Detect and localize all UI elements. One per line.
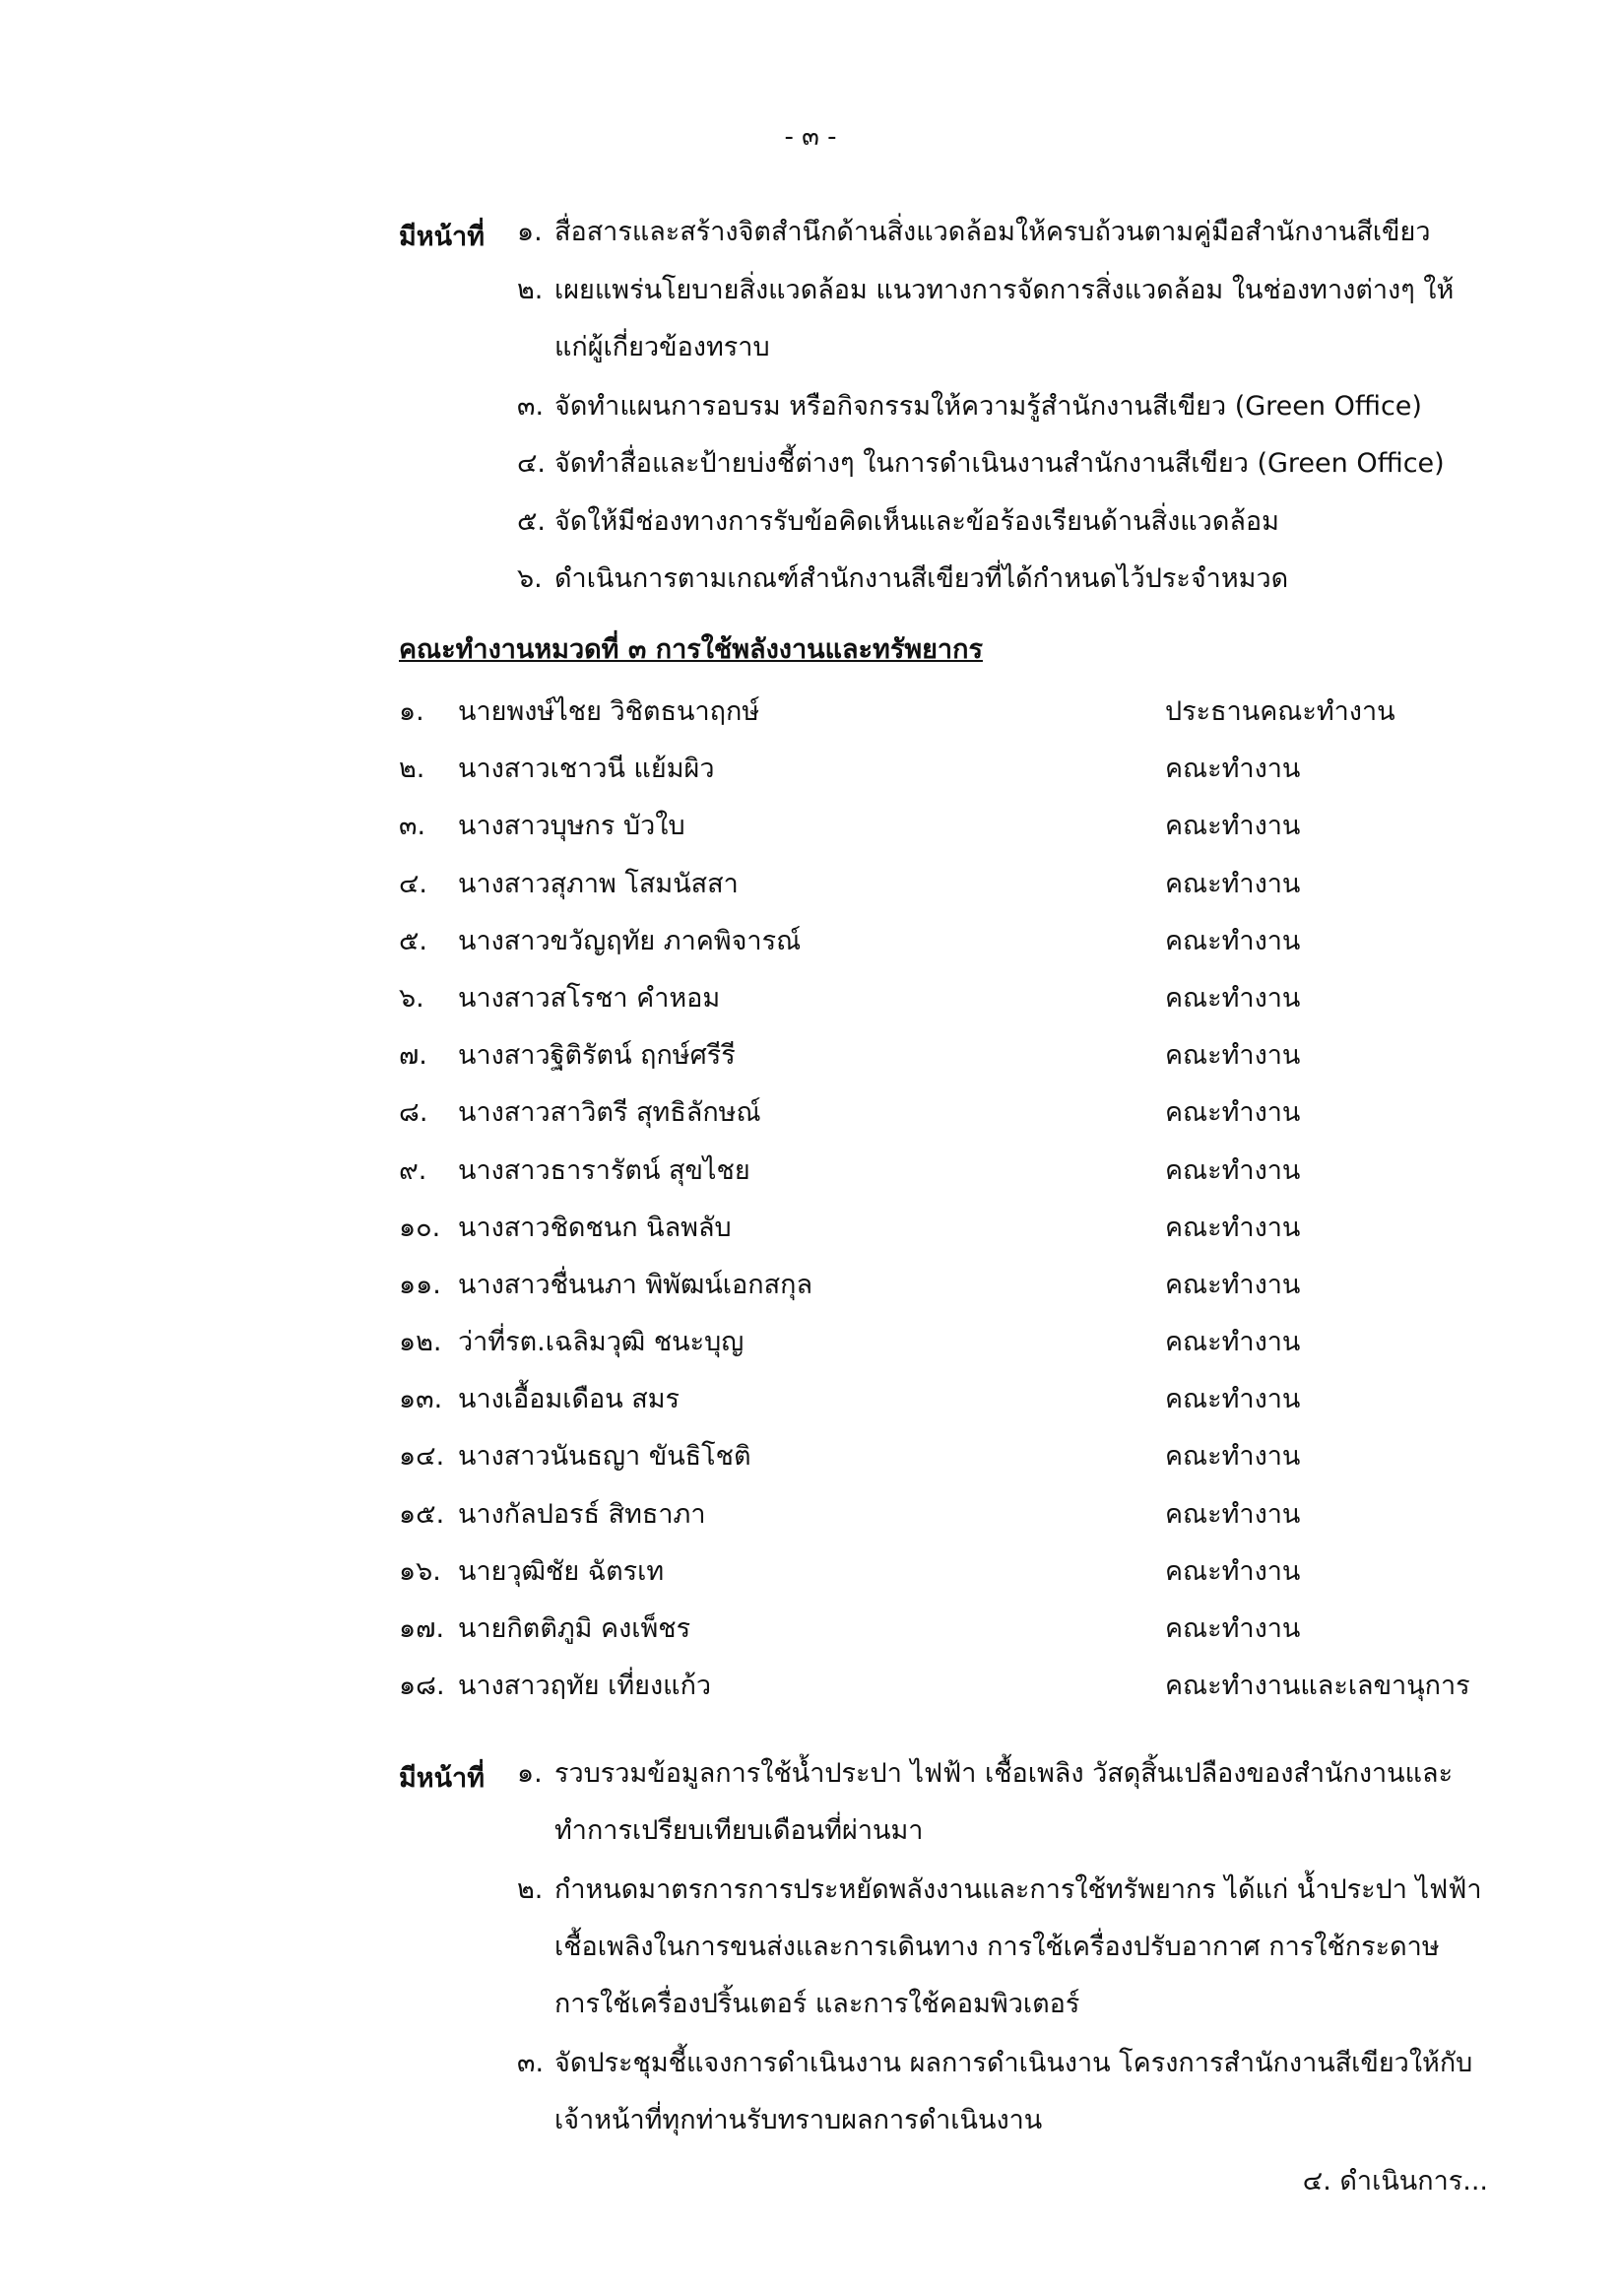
member-role: คณะทำงาน bbox=[1165, 982, 1301, 1014]
member-row bbox=[399, 1084, 1492, 1142]
duty-text: จัดทำแผนการอบรม หรือกิจกรรมให้ความรู้สำนักงานสีเขียว (Green Office) bbox=[554, 391, 1422, 422]
member-number: ๖. bbox=[399, 982, 424, 1014]
duty-text: กำหนดมาตรการการประหยัดพลังงานและการใช้ทรัพยากร ได้แก่ น้ำประปา ไฟฟ้า เชื้อเพลิงในการขนส่งและการเดินทาง การใช้เครื่องปรับอากาศ การใช้กระดาษ การใช้เครื่องปริ้นเตอร์ และการใช้คอมพิวเตอร์ bbox=[554, 1874, 1482, 2019]
member-name: นางสาวฤทัย เที่ยงแก้ว bbox=[458, 1671, 712, 1702]
member-number: ๑๘. bbox=[399, 1671, 445, 1702]
member-row bbox=[399, 1257, 1492, 1314]
member-row bbox=[399, 1027, 1492, 1084]
member-role: คณะทำงาน bbox=[1165, 1498, 1301, 1530]
duty-item bbox=[517, 435, 1482, 492]
member-number: ๕. bbox=[399, 925, 428, 956]
member-name: นางสาวเชาวนี แย้มผิว bbox=[458, 754, 715, 785]
member-row bbox=[399, 1658, 1492, 1715]
duty-text: จัดทำสื่อและป้ายบ่งชี้ต่างๆ ในการดำเนินงานสำนักงานสีเขียว (Green Office) bbox=[554, 448, 1445, 479]
member-row bbox=[399, 1486, 1492, 1543]
member-role: คณะทำงาน bbox=[1165, 1097, 1301, 1129]
member-name: นางสาวชื่นนภา พิพัฒน์เอกสกุล bbox=[458, 1269, 812, 1300]
member-role: คณะทำงาน bbox=[1165, 868, 1301, 899]
member-name: นายกิตติภูมิ คงเพ็ชร bbox=[458, 1613, 691, 1644]
member-role: คณะทำงาน bbox=[1165, 1555, 1301, 1587]
duty-item bbox=[517, 204, 1482, 261]
member-name: นางสาวชิดชนก นิลพลับ bbox=[458, 1212, 732, 1243]
member-role: คณะทำงาน bbox=[1165, 1154, 1301, 1186]
member-number: ๑. bbox=[399, 696, 424, 727]
member-row bbox=[399, 1428, 1492, 1485]
duty-text: สื่อสารและสร้างจิตสำนึกด้านสิ่งแวดล้อมให้ครบถ้วนตามคู่มือสำนักงานสีเขียว bbox=[554, 217, 1431, 247]
member-row bbox=[399, 970, 1492, 1027]
page-number: - ๓ - bbox=[784, 122, 837, 152]
member-role: คณะทำงาน bbox=[1165, 1327, 1301, 1358]
member-role: คณะทำงาน bbox=[1165, 1269, 1301, 1300]
duty-text: รวบรวมข้อมูลการใช้น้ำประปา ไฟฟ้า เชื้อเพลิง วัสดุสิ้นเปลืองของสำนักงานและทำการเปรียบเทียบเดือนที่ผ่านมา bbox=[554, 1758, 1454, 1846]
duty-number: ๔. bbox=[517, 448, 547, 479]
duty-number: ๓. bbox=[517, 2048, 545, 2078]
duty-number: ๑. bbox=[517, 1758, 543, 1789]
duty-item bbox=[517, 493, 1482, 551]
duty-number: ๑. bbox=[517, 217, 543, 247]
member-name: นางสาวธารารัตน์ สุขไชย bbox=[458, 1154, 750, 1186]
member-name: นายวุฒิชัย ฉัตรเท bbox=[458, 1555, 665, 1587]
member-row bbox=[399, 1314, 1492, 1371]
member-name: นางสาวฐิติรัตน์ ฤกษ์ศรีรี bbox=[458, 1040, 736, 1072]
duty-number: ๒. bbox=[517, 1874, 544, 1905]
member-row bbox=[399, 1601, 1492, 1658]
member-role: คณะทำงาน bbox=[1165, 925, 1301, 956]
duty-item bbox=[517, 2035, 1482, 2149]
member-number: ๗. bbox=[399, 1040, 427, 1072]
member-role: คณะทำงานและเลขานุการ bbox=[1165, 1671, 1470, 1702]
duty-item bbox=[517, 1862, 1482, 2033]
member-name: นางกัลปอรธ์ สิทธาภา bbox=[458, 1498, 706, 1530]
member-name: ว่าที่รต.เฉลิมวุฒิ ชนะบุญ bbox=[458, 1327, 745, 1358]
member-name: นางเอื้อมเดือน สมร bbox=[458, 1384, 681, 1415]
duty-text: เผยแพร่นโยบายสิ่งแวดล้อม แนวทางการจัดการสิ่งแวดล้อม ในช่องทางต่างๆ ให้แก่ผู้เกี่ยวข้องทราบ bbox=[554, 275, 1455, 362]
duty-label: มีหน้าที่ bbox=[399, 1763, 486, 1794]
member-role: คณะทำงาน bbox=[1165, 754, 1301, 785]
duty-item bbox=[517, 1745, 1482, 1860]
duty-number: ๕. bbox=[517, 506, 547, 537]
member-name: นางสาวบุษกร บัวใบ bbox=[458, 811, 685, 842]
member-row bbox=[399, 741, 1492, 798]
member-number: ๔. bbox=[399, 868, 428, 899]
member-name: นางสาวสโรชา คำหอม bbox=[458, 982, 721, 1014]
member-number: ๑๔. bbox=[399, 1441, 445, 1473]
member-role: คณะทำงาน bbox=[1165, 1384, 1301, 1415]
member-number: ๑๓. bbox=[399, 1384, 443, 1415]
member-row bbox=[399, 1200, 1492, 1257]
member-name: นางสาวนันธญา ขันธิโชติ bbox=[458, 1441, 751, 1473]
member-number: ๑๖. bbox=[399, 1555, 441, 1587]
member-role: ประธานคณะทำงาน bbox=[1165, 696, 1395, 727]
member-name: นายพงษ์ไชย วิชิตธนาฤกษ์ bbox=[458, 696, 760, 727]
member-number: ๑๕. bbox=[399, 1498, 445, 1530]
member-number: ๓. bbox=[399, 811, 426, 842]
duty-label: มีหน้าที่ bbox=[399, 222, 486, 252]
duty-number: ๖. bbox=[517, 563, 543, 594]
continuation-text: ๔. ดำเนินการ... bbox=[1302, 2166, 1488, 2197]
duty-text: จัดให้มีช่องทางการรับข้อคิดเห็นและข้อร้องเรียนด้านสิ่งแวดล้อม bbox=[554, 506, 1279, 537]
member-number: ๑๒. bbox=[399, 1327, 442, 1358]
duty-item bbox=[517, 551, 1482, 608]
member-number: ๑๑. bbox=[399, 1269, 441, 1300]
member-number: ๘. bbox=[399, 1097, 428, 1129]
member-row bbox=[399, 913, 1492, 970]
member-name: นางสาวสุภาพ โสมนัสสา bbox=[458, 868, 739, 899]
member-number: ๒. bbox=[399, 754, 425, 785]
duty-item bbox=[517, 378, 1482, 435]
member-role: คณะทำงาน bbox=[1165, 1212, 1301, 1243]
member-name: นางสาวขวัญฤทัย ภาคพิจารณ์ bbox=[458, 925, 802, 956]
member-role: คณะทำงาน bbox=[1165, 1441, 1301, 1473]
member-row bbox=[399, 1543, 1492, 1601]
member-row bbox=[399, 798, 1492, 855]
duty-number: ๓. bbox=[517, 391, 545, 422]
duty-text: จัดประชุมชี้แจงการดำเนินงาน ผลการดำเนินงาน โครงการสำนักงานสีเขียวให้กับเจ้าหน้าที่ทุกท่านรับทราบผลการดำเนินงาน bbox=[554, 2048, 1473, 2135]
member-role: คณะทำงาน bbox=[1165, 1040, 1301, 1072]
member-number: ๑๗. bbox=[399, 1613, 445, 1644]
member-number: ๙. bbox=[399, 1154, 427, 1186]
duty-number: ๒. bbox=[517, 275, 544, 305]
duty-text: ดำเนินการตามเกณฑ์สำนักงานสีเขียวที่ได้กำหนดไว้ประจำหมวด bbox=[554, 563, 1289, 594]
member-row bbox=[399, 1143, 1492, 1200]
member-row bbox=[399, 1371, 1492, 1428]
duty-item bbox=[517, 262, 1482, 376]
member-row bbox=[399, 856, 1492, 913]
member-name: นางสาวสาวิตรี สุทธิลักษณ์ bbox=[458, 1097, 761, 1129]
member-role: คณะทำงาน bbox=[1165, 811, 1301, 842]
member-number: ๑๐. bbox=[399, 1212, 441, 1243]
member-role: คณะทำงาน bbox=[1165, 1613, 1301, 1644]
committee-heading: คณะทำงานหมวดที่ ๓ การใช้พลังงานและทรัพยากร bbox=[399, 634, 983, 665]
member-list bbox=[399, 684, 1492, 1715]
member-row bbox=[399, 684, 1492, 741]
